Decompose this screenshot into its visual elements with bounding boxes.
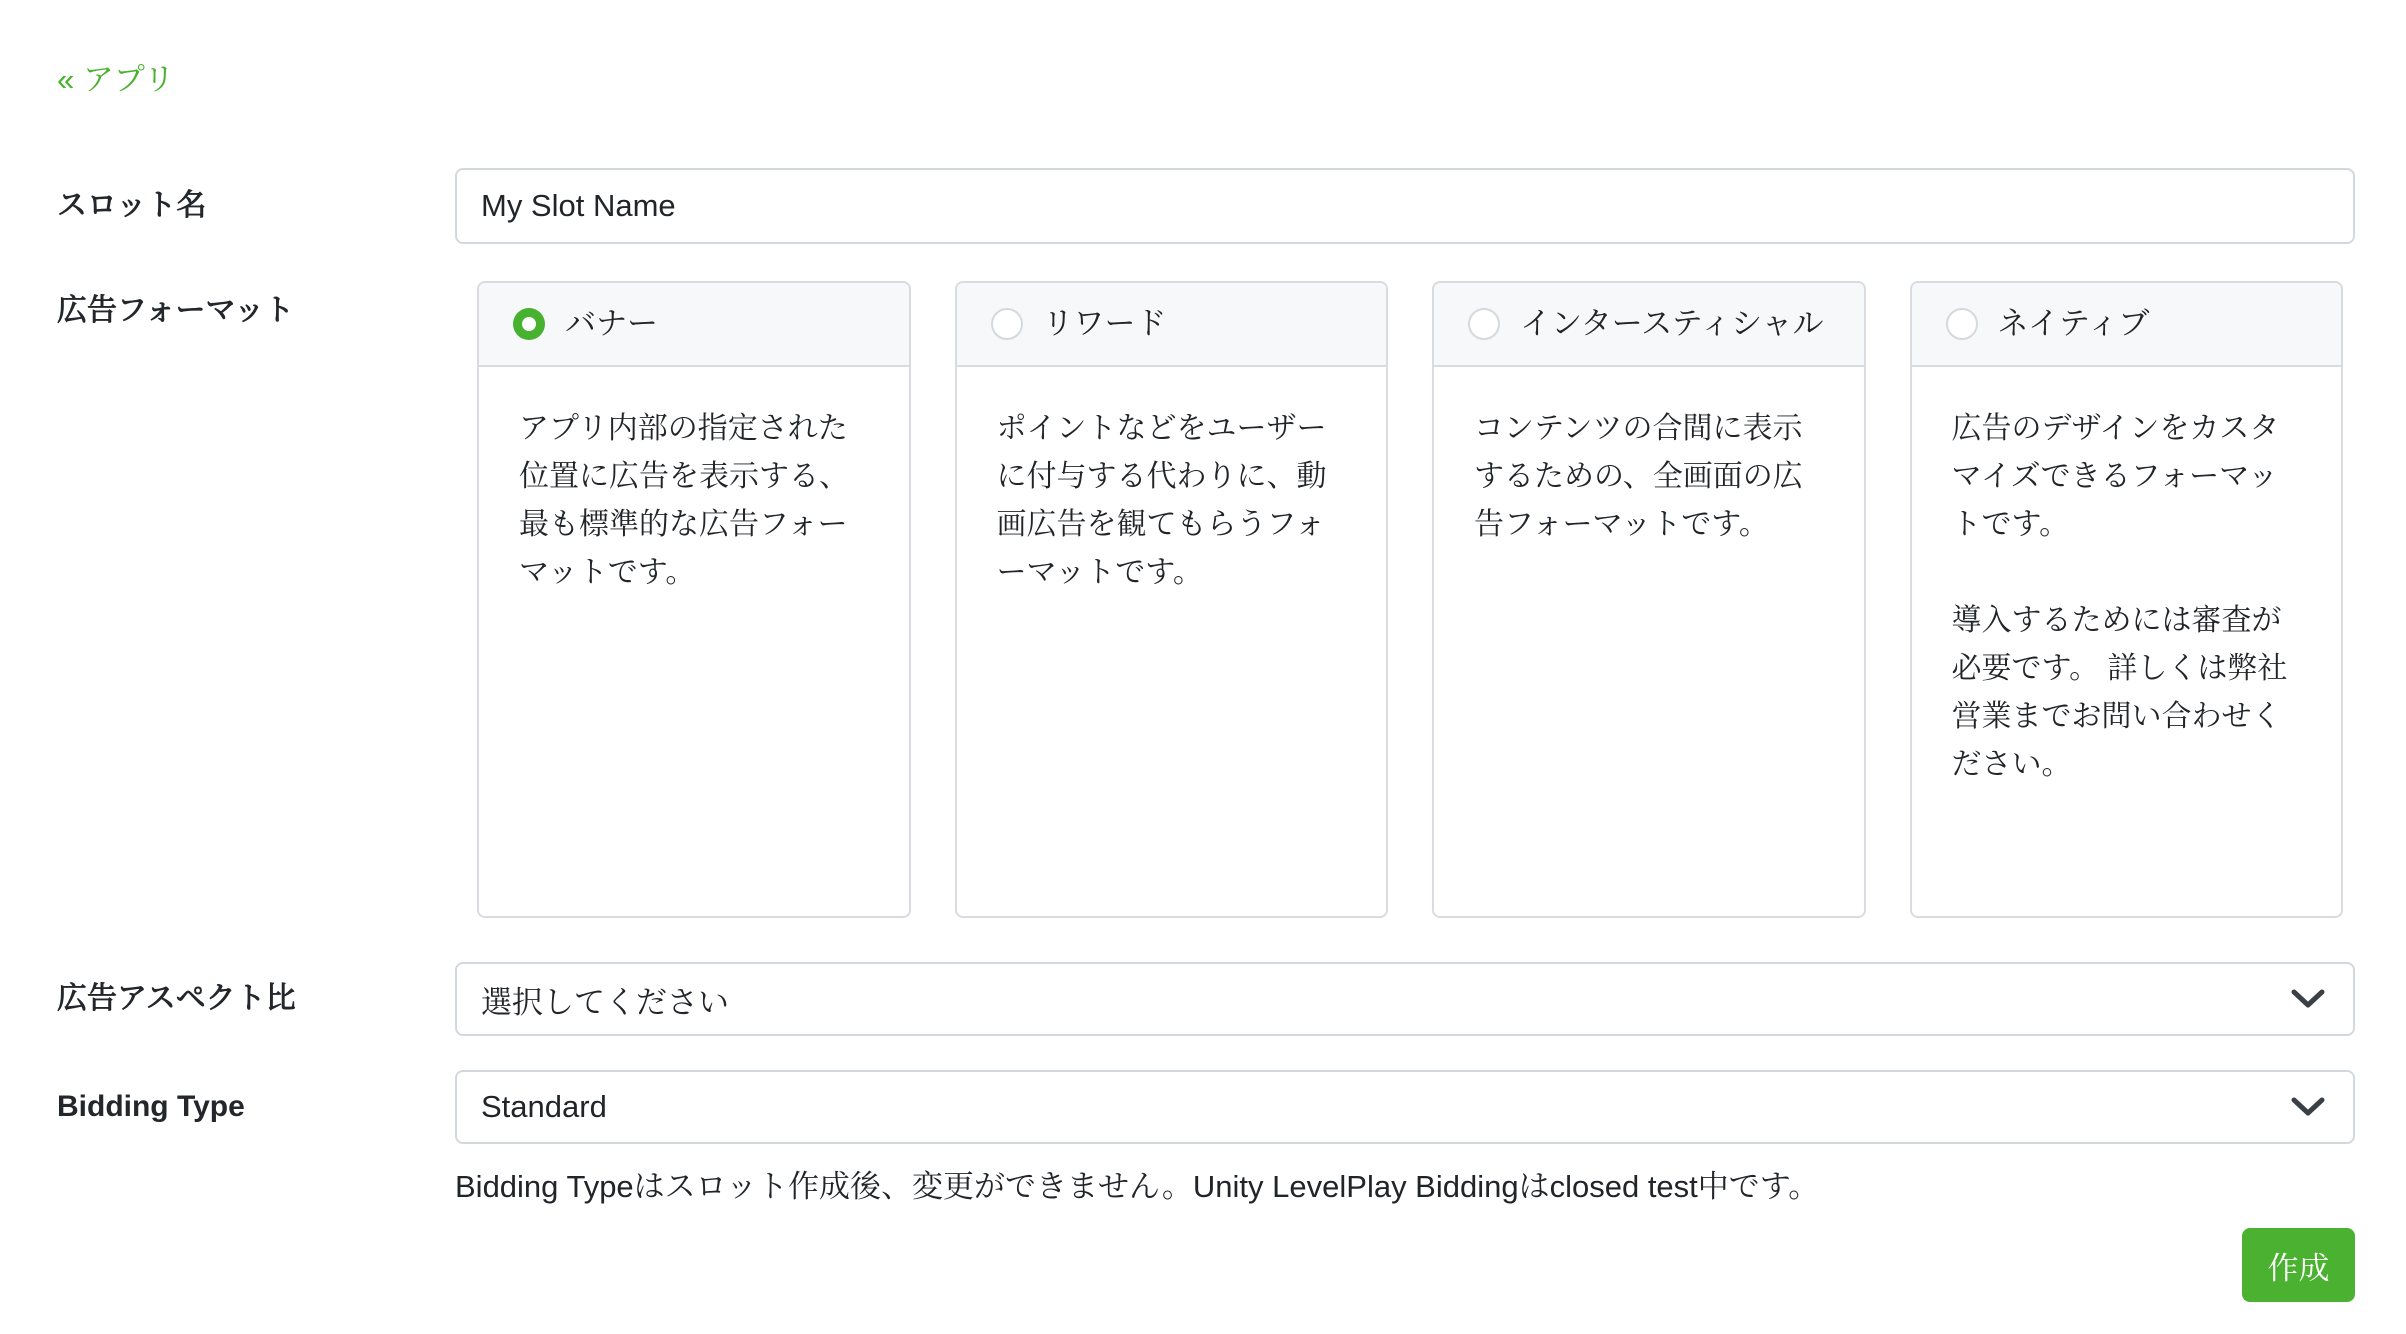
slot-name-input[interactable] xyxy=(455,168,2355,244)
format-card-reward-title: リワード xyxy=(1042,306,1167,341)
ad-format-label: 広告フォーマット xyxy=(57,294,295,327)
format-card-interstitial-header xyxy=(1434,283,1864,367)
format-card-reward-header xyxy=(957,283,1387,367)
format-card-interstitial-description: コンテンツの合間に表示するための、全画面の広告フォーマットです。 xyxy=(1474,412,1803,541)
ad-format-cards xyxy=(455,281,2355,918)
format-card-native-title: ネイティブ xyxy=(1997,306,2150,341)
create-button[interactable]: 作成 xyxy=(2242,1228,2355,1302)
ad-format-row xyxy=(57,281,2355,918)
bidding-type-selected-value: Standard xyxy=(481,1089,607,1124)
radio-interstitial[interactable] xyxy=(1468,308,1500,340)
submit-row xyxy=(57,1228,2355,1302)
format-card-reward-description: ポイントなどをユーザーに付与する代わりに、動画広告を観てもらうフォーマットです。 xyxy=(996,412,1327,589)
format-card-banner-header xyxy=(479,283,909,367)
format-card-native[interactable] xyxy=(1910,281,2344,918)
slot-name-row xyxy=(57,168,2355,244)
format-card-interstitial[interactable] xyxy=(1432,281,1866,918)
format-card-interstitial-title: インタースティシャル xyxy=(1520,306,1824,341)
format-card-banner-description: アプリ内部の指定された位置に広告を表示する、最も標準的な広告フォーマットです。 xyxy=(519,412,849,589)
back-to-apps-link[interactable]: « アプリ xyxy=(57,62,175,97)
chevron-down-icon xyxy=(2291,1097,2325,1117)
format-card-banner[interactable] xyxy=(477,281,911,918)
radio-reward[interactable] xyxy=(991,308,1023,340)
slot-name-label: スロット名 xyxy=(57,189,207,222)
format-card-banner-title: バナー xyxy=(565,306,658,341)
aspect-ratio-label: 広告アスペクト比 xyxy=(57,982,296,1015)
chevron-down-icon xyxy=(2291,989,2325,1009)
bidding-type-select[interactable] xyxy=(455,1070,2355,1144)
format-card-reward[interactable] xyxy=(955,281,1389,918)
radio-banner[interactable] xyxy=(513,308,545,340)
bidding-type-label: Bidding Type xyxy=(57,1090,245,1123)
format-card-native-description: 広告のデザインをカスタマイズできるフォーマットです。 導入するためには審査が必要です。 詳しくは弊社営業までお問い合わせください。 xyxy=(1951,412,2288,781)
aspect-ratio-row xyxy=(57,962,2355,1036)
radio-native[interactable] xyxy=(1946,308,1978,340)
aspect-ratio-selected-value: 選択してください xyxy=(481,984,729,1020)
bidding-type-row xyxy=(57,1070,2355,1210)
format-card-native-header xyxy=(1912,283,2342,367)
aspect-ratio-select[interactable] xyxy=(455,962,2355,1036)
bidding-type-note: Bidding Typeはスロット作成後、変更ができません。Unity LevelPlay Biddingはclosed test中です。 xyxy=(455,1169,1820,1204)
